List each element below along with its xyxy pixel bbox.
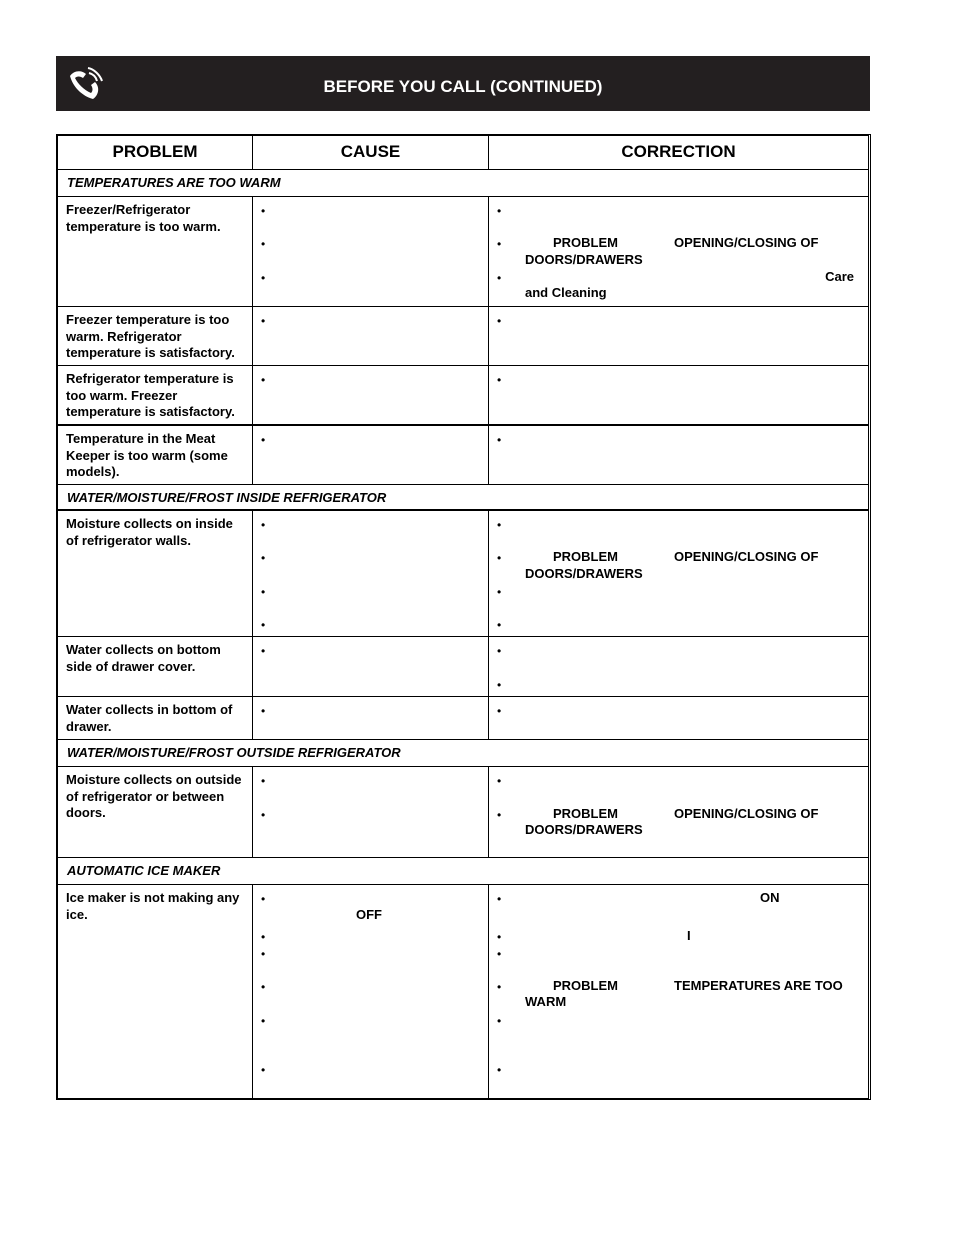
ref-text: OPENING/CLOSING OF [674, 806, 819, 821]
cause-cell [253, 637, 489, 696]
problem-text: Moisture collects on inside of refrigerator walls. [58, 511, 253, 636]
bullet: • [261, 1014, 266, 1028]
bullet: • [497, 808, 502, 822]
bullet: • [497, 1014, 502, 1028]
ref-text: and Cleaning [525, 285, 607, 300]
bullet: • [261, 1063, 266, 1077]
ref-text: DOORS/DRAWERS [525, 822, 643, 837]
column-header-problem: PROBLEM [58, 136, 253, 169]
ref-text: DOORS/DRAWERS [525, 252, 643, 267]
ref-text: ON [760, 890, 780, 905]
bullet: • [261, 808, 266, 822]
ref-text: OPENING/CLOSING OF [674, 549, 819, 564]
problem-text: Ice maker is not making any ice. [58, 885, 253, 1098]
table-row [58, 511, 868, 637]
table-row [58, 366, 868, 426]
bullet: • [497, 774, 502, 788]
section-heading: WATER/MOISTURE/FROST OUTSIDE REFRIGERATOR [58, 740, 868, 767]
cause-cell [253, 697, 489, 739]
ref-text: OPENING/CLOSING OF [674, 235, 819, 250]
page-title: BEFORE YOU CALL (CONTINUED) [323, 77, 603, 96]
problem-text: Water collects in bottom of drawer. [58, 697, 253, 739]
table-row [58, 697, 868, 740]
ref-text: PROBLEM [553, 235, 618, 250]
table-row [58, 767, 868, 858]
ref-text: I [687, 928, 691, 943]
bullet: • [261, 237, 266, 251]
table-header-row [58, 136, 868, 170]
ref-text: PROBLEM [553, 549, 618, 564]
bullet: • [497, 1063, 502, 1077]
correction-cell [489, 885, 868, 1098]
table-row [58, 885, 868, 1098]
correction-cell [489, 697, 868, 739]
bullet: • [261, 930, 266, 944]
bullet: • [497, 644, 502, 658]
bullet: • [261, 774, 266, 788]
bullet: • [261, 704, 266, 718]
correction-cell [489, 767, 868, 857]
bullet: • [261, 314, 266, 328]
problem-text: Water collects on bottom side of drawer cover. [58, 637, 253, 696]
cause-cell [253, 885, 489, 1098]
bullet: • [261, 892, 266, 906]
correction-cell [489, 511, 868, 636]
bullet: • [261, 585, 266, 599]
bullet: • [261, 618, 266, 632]
bullet: • [497, 930, 502, 944]
problem-text: Refrigerator temperature is too warm. Freezer temperature is satisfactory. [58, 366, 253, 424]
bullet: • [497, 585, 502, 599]
bullet: • [497, 704, 502, 718]
bullet: • [261, 644, 266, 658]
bullet: • [497, 618, 502, 632]
ref-text: Care [825, 269, 854, 284]
bullet: • [497, 237, 502, 251]
problem-text: Freezer/Refrigerator temperature is too warm. [58, 197, 253, 306]
bullet: • [497, 373, 502, 387]
ref-text: OFF [356, 907, 382, 922]
bullet: • [497, 433, 502, 447]
bullet: • [261, 204, 266, 218]
ref-text: PROBLEM [553, 806, 618, 821]
cause-cell [253, 307, 489, 365]
table-row [58, 426, 868, 485]
bullet: • [497, 892, 502, 906]
header-banner [56, 56, 870, 111]
table-row [58, 197, 868, 307]
cause-cell [253, 197, 489, 306]
bullet: • [261, 980, 266, 994]
table-row [58, 307, 868, 366]
table-row [58, 637, 868, 697]
problem-text: Moisture collects on outside of refrigerator or between doors. [58, 767, 253, 857]
bullet: • [261, 433, 266, 447]
cause-cell [253, 366, 489, 424]
column-header-cause: CAUSE [253, 136, 489, 169]
problem-text: Freezer temperature is too warm. Refrigerator temperature is satisfactory. [58, 307, 253, 365]
column-header-correction: CORRECTION [621, 142, 736, 161]
section-heading: TEMPERATURES ARE TOO WARM [58, 170, 868, 197]
bullet: • [261, 947, 266, 961]
correction-cell [489, 307, 868, 365]
bullet: • [497, 980, 502, 994]
bullet: • [261, 551, 266, 565]
cause-cell [253, 767, 489, 857]
bullet: • [261, 373, 266, 387]
ref-text: PROBLEM [553, 978, 618, 993]
bullet: • [261, 271, 266, 285]
problem-text: Temperature in the Meat Keeper is too warm (some models). [58, 426, 253, 484]
correction-cell [489, 426, 868, 484]
bullet: • [497, 204, 502, 218]
troubleshooting-table [56, 134, 871, 1100]
bullet: • [497, 551, 502, 565]
section-heading: WATER/MOISTURE/FROST INSIDE REFRIGERATOR [58, 485, 868, 511]
bullet: • [497, 947, 502, 961]
bullet: • [497, 518, 502, 532]
ref-text: WARM [525, 994, 567, 1009]
ref-text: DOORS/DRAWERS [525, 566, 643, 581]
bullet: • [497, 271, 502, 285]
correction-cell [489, 197, 868, 306]
bullet: • [261, 518, 266, 532]
correction-cell [489, 366, 868, 424]
bullet: • [497, 314, 502, 328]
cause-cell [253, 426, 489, 484]
bullet: • [497, 678, 502, 692]
correction-cell [489, 637, 868, 696]
section-heading: AUTOMATIC ICE MAKER [58, 858, 868, 885]
cause-cell [253, 511, 489, 636]
ref-text: TEMPERATURES ARE TOO [674, 978, 843, 993]
